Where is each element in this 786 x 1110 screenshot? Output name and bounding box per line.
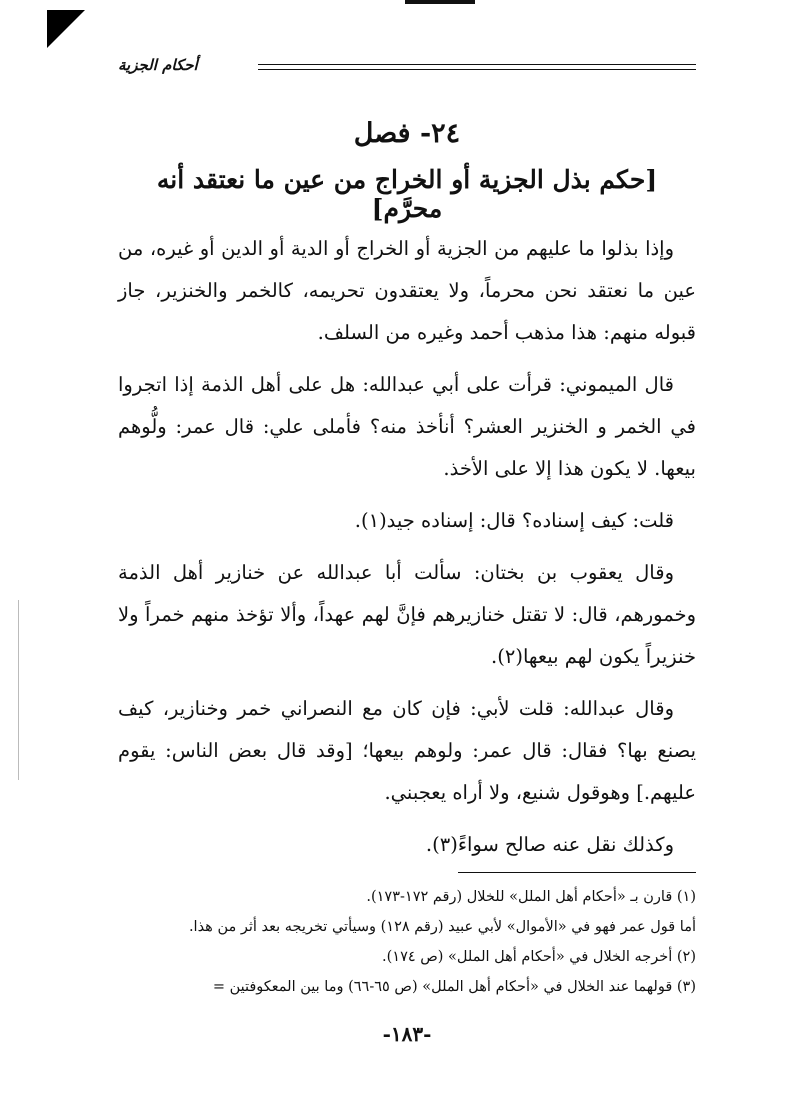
page-number: -١٨٣-	[382, 1022, 432, 1046]
paragraph: قلت: كيف إسناده؟ قال: إسناده جيد(١).	[354, 509, 674, 532]
footnote-separator	[458, 872, 696, 873]
header-rule-top	[258, 64, 696, 65]
header-rule-bottom	[258, 69, 696, 70]
body-text	[118, 228, 696, 876]
paragraph: وقال يعقوب بن بختان: سألت أبا عبدالله عن خنازير أهل الذمة وخمورهم، قال: لا تقتل خنازيرهم فإنَّ لهم عهداً، وألا تؤخذ منهم خمراً ولا خنزيراً يكون لهم بيعها(٢).	[118, 561, 696, 668]
corner-triangle-mark	[47, 10, 85, 48]
running-title: أحكام الجزية	[118, 56, 198, 74]
running-header	[118, 58, 696, 80]
footnotes	[118, 882, 696, 1002]
paragraph: وإذا بذلوا ما عليهم من الجزية أو الخراج أو الدية أو الدين أو غيره، من عين ما نعتقد نحن محرماً، ولا يعتقدون تحريمه، كالخمر والخنزير، جاز قبوله منهم: هذا مذهب أحمد وغيره من السلف.	[118, 237, 696, 344]
scan-edge-line	[18, 600, 19, 780]
scan-mark-top	[405, 0, 475, 4]
paragraph: قال الميموني: قرأت على أبي عبدالله: هل على أهل الذمة إذا اتجروا في الخمر و الخنزير العشر؟ أنأخذ منه؟ فأملى علي: قال عمر: ولُّوهم بيعها. لا يكون هذا إلا على الأخذ.	[118, 373, 696, 480]
chapter-title: [حكم بذل الجزية أو الخراج من عين ما نعتقد أنه محرَّم]	[156, 165, 658, 223]
footnote: (٣) قولهما عند الخلال في «أحكام أهل الملل» (ص ٦٥-٦٦) وما بين المعكوفتين =	[212, 979, 696, 995]
paragraph: وكذلك نقل عنه صالح سواءً(٣).	[425, 833, 674, 856]
paragraph: وقال عبدالله: قلت لأبي: فإن كان مع النصراني خمر وخنازير، كيف يصنع بها؟ فقال: قال عمر: ولوهم بيعها؛ [وقد قال بعض الناس: يقوم عليهم.] وهوقول شنيع، ولا أراه يعجبني.	[118, 697, 696, 804]
footnote: (٢) أخرجه الخلال في «أحكام أهل الملل» (ص ١٧٤).	[382, 949, 696, 965]
chapter-number: ٢٤- فصل	[353, 118, 461, 149]
footnote: أما قول عمر فهو في «الأموال» لأبي عبيد (رقم ١٢٨) وسيأتي تخريجه بعد أثر من هذا.	[188, 919, 696, 935]
footnote: (١) قارن بـ «أحكام أهل الملل» للخلال (رقم ١٧٢-١٧٣).	[366, 889, 696, 905]
